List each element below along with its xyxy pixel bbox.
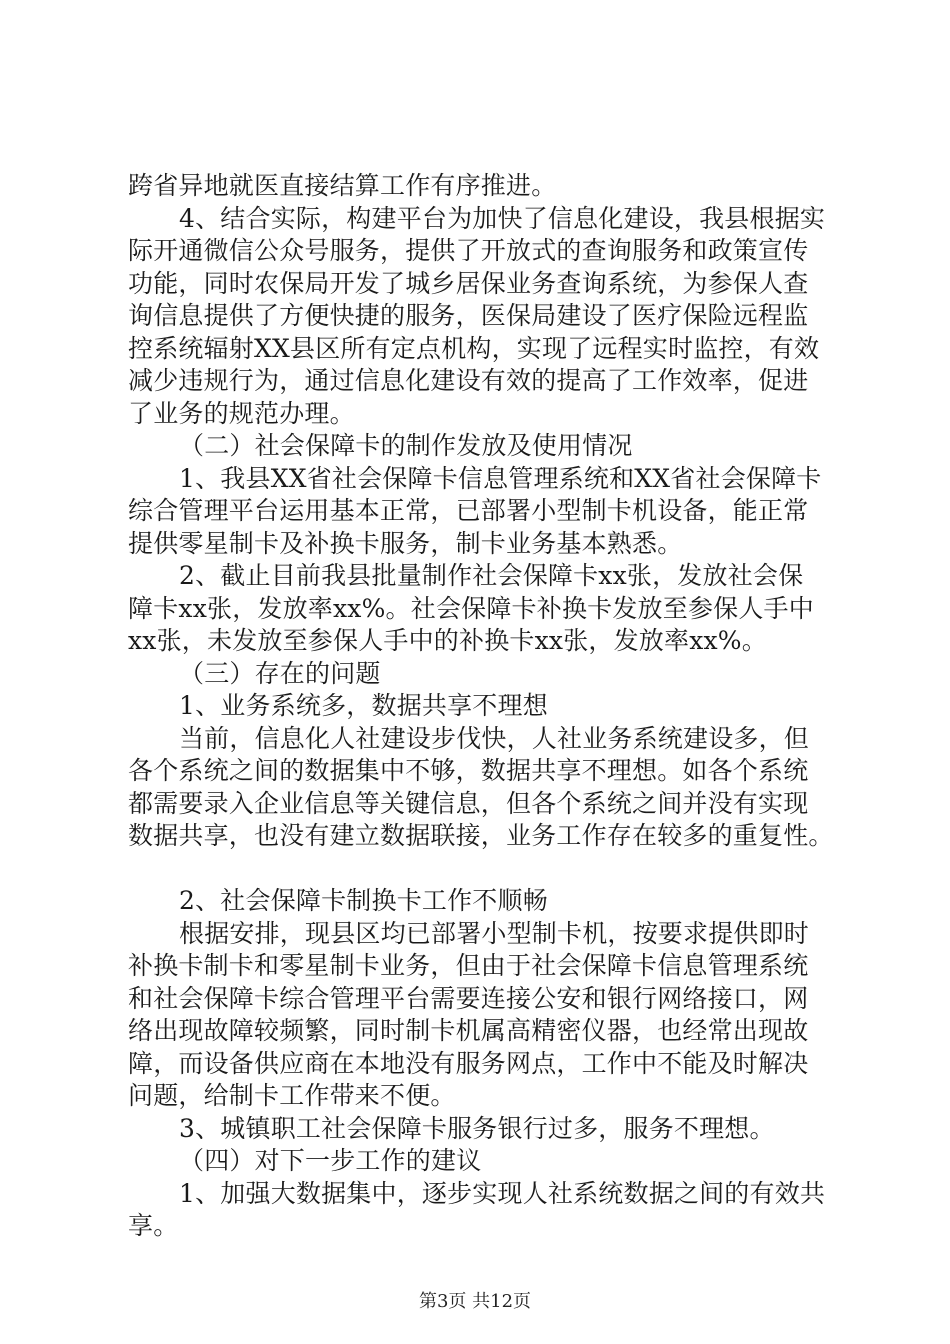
body-text-line: 和社会保障卡综合管理平台需要连接公安和银行网络接口，网 xyxy=(128,983,809,1013)
subsection-heading: 3、城镇职工社会保障卡服务银行过多，服务不理想。 xyxy=(179,1113,775,1143)
section-heading: （三）存在的问题 xyxy=(179,658,381,688)
body-text-line: 提供零星制卡及补换卡服务，制卡业务基本熟悉。 xyxy=(128,528,683,558)
body-text-line: 数据共享，也没有建立数据联接，业务工作存在较多的重复性。 xyxy=(128,821,834,850)
body-text-line: 功能，同时农保局开发了城乡居保业务查询系统，为参保人查 xyxy=(128,268,809,298)
body-text-line: 减少违规行为，通过信息化建设有效的提高了工作效率，促进 xyxy=(128,366,809,395)
section-heading: （二）社会保障卡的制作发放及使用情况 xyxy=(179,431,633,460)
body-text-line: 了业务的规范办理。 xyxy=(128,398,355,428)
body-text-line: 享。 xyxy=(128,1211,179,1240)
page-footer: 第3页 共12页 xyxy=(418,1291,532,1312)
subsection-heading: 2、社会保障卡制换卡工作不顺畅 xyxy=(179,886,548,915)
body-text-line: 4、结合实际，构建平台为加快了信息化建设，我县根据实 xyxy=(179,203,826,233)
body-text-line: 各个系统之间的数据集中不够，数据共享不理想。如各个系统 xyxy=(128,756,809,785)
body-text-line: 2、截止目前我县批量制作社会保障卡xx张，发放社会保 xyxy=(179,561,804,590)
body-text-line: 问题，给制卡工作带来不便。 xyxy=(128,1081,456,1110)
body-text-line: xx张，未发放至参保人手中的补换卡xx张，发放率xx%。 xyxy=(128,626,767,655)
body-text-line: 都需要录入企业信息等关键信息，但各个系统之间并没有实现 xyxy=(128,788,809,818)
body-text-line: 络出现故障较频繁，同时制卡机属高精密仪器，也经常出现故 xyxy=(128,1016,809,1045)
body-text-line: 补换卡制卡和零星制卡业务，但由于社会保障卡信息管理系统 xyxy=(128,951,809,980)
body-text-line: 1、加强大数据集中，逐步实现人社系统数据之间的有效共 xyxy=(179,1178,826,1208)
body-text-line: 询信息提供了方便快捷的服务，医保局建设了医疗保险远程监 xyxy=(128,301,809,330)
body-text-line: 1、我县XX省社会保障卡信息管理系统和XX省社会保障卡 xyxy=(179,463,822,493)
body-text-line: 障，而设备供应商在本地没有服务网点，工作中不能及时解决 xyxy=(128,1048,809,1078)
body-text-line: 根据安排，现县区均已部署小型制卡机，按要求提供即时 xyxy=(179,918,810,948)
body-text-line: 障卡xx张，发放率xx%。社会保障卡补换卡发放至参保人手中 xyxy=(128,593,814,623)
body-text-line: 当前，信息化人社建设步伐快，人社业务系统建设多，但 xyxy=(179,723,810,753)
body-text-line: 综合管理平台运用基本正常，已部署小型制卡机设备，能正常 xyxy=(128,496,809,525)
body-text-line: 际开通微信公众号服务，提供了开放式的查询服务和政策宣传 xyxy=(128,236,809,265)
body-text-line: 控系统辐射XX县区所有定点机构，实现了远程实时监控，有效 xyxy=(128,333,820,363)
section-heading: （四）对下一步工作的建议 xyxy=(179,1146,482,1175)
subsection-heading: 1、业务系统多，数据共享不理想 xyxy=(179,691,548,720)
body-text-line: 跨省异地就医直接结算工作有序推进。 xyxy=(128,171,557,200)
